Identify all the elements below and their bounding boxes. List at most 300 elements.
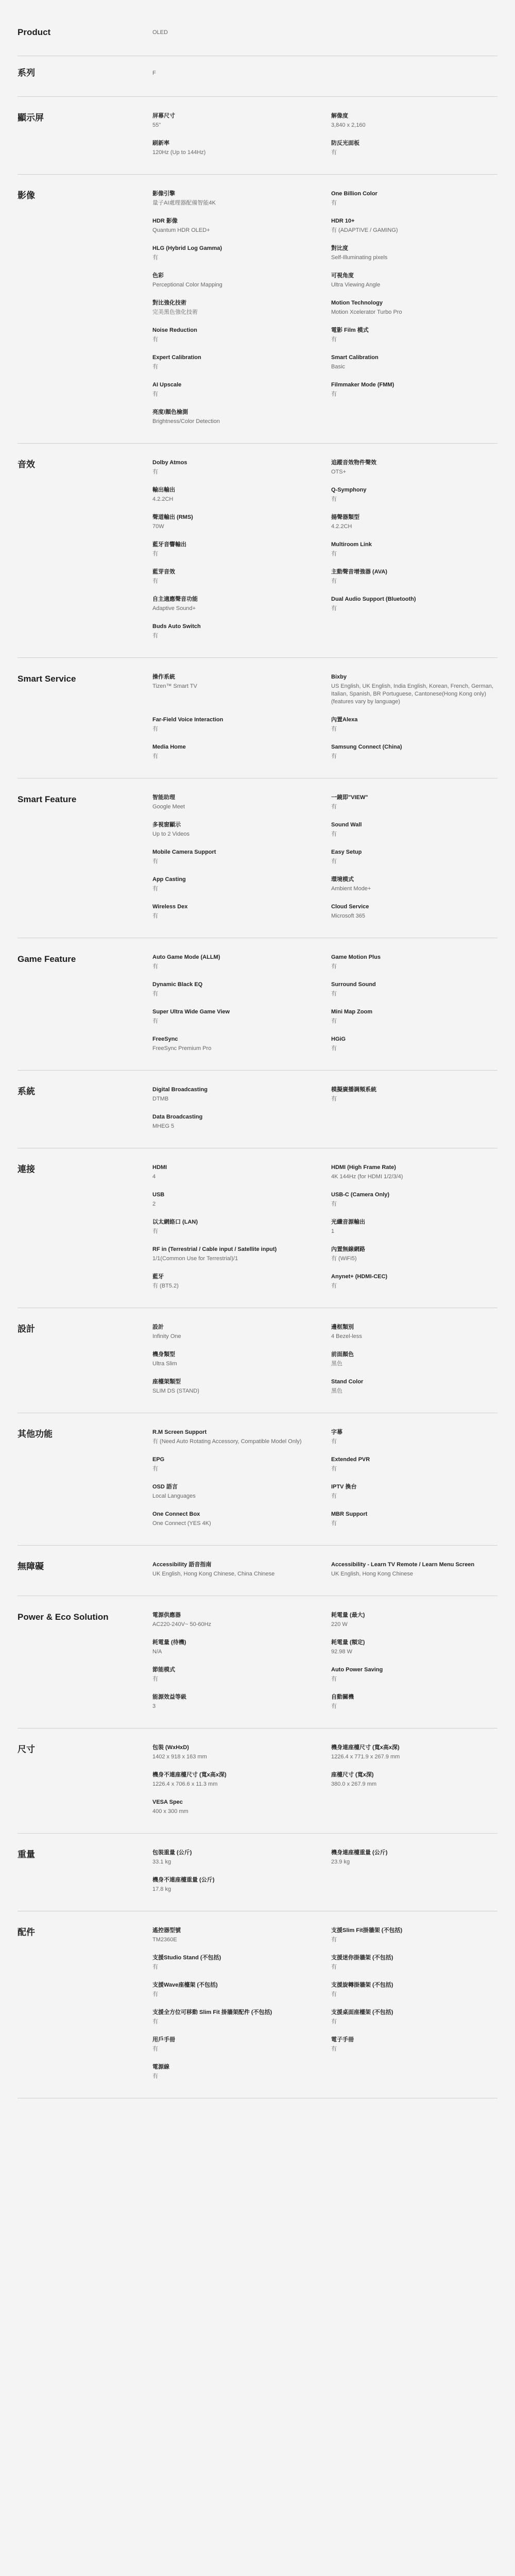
spec-label: 藍牙 <box>152 1274 164 1280</box>
spec-item <box>152 1771 319 1788</box>
spec-item <box>152 514 319 531</box>
spec-value: 有 <box>331 1937 337 1943</box>
spec-label: 機身連座檯尺寸 (寬x高x深) <box>331 1744 400 1751</box>
spec-label: 支援旋轉掛牆架 (不包括) <box>331 1982 393 1988</box>
spec-label: Media Home <box>152 744 186 750</box>
spec-value: 有 (ADAPTIVE / GAMING) <box>331 227 398 233</box>
spec-value: 有 <box>152 913 158 919</box>
spec-value: 有 <box>331 1703 337 1709</box>
spec-value: N/A <box>152 1649 162 1655</box>
spec-item <box>331 217 497 234</box>
spec-label: HLG (Hybrid Log Gamma) <box>152 245 222 251</box>
spec-item <box>152 1927 319 1944</box>
spec-value: 380.0 x 267.9 mm <box>331 1781 377 1787</box>
spec-label: Accessibility 語音指南 <box>152 1562 212 1568</box>
spec-value: 有 <box>331 578 337 584</box>
spec-value: 23.9 kg <box>331 1859 350 1865</box>
spec-item <box>331 541 497 558</box>
spec-value: Ambient Mode+ <box>331 886 371 892</box>
spec-label: 電子手冊 <box>331 2037 354 2043</box>
spec-value: TM2360E <box>152 1937 177 1943</box>
spec-item <box>152 112 319 129</box>
spec-value: 4.2.2CH <box>331 523 352 530</box>
spec-item <box>331 821 497 838</box>
spec-item <box>331 1378 497 1395</box>
spec-value: UK English, Hong Kong Chinese <box>331 1571 413 1577</box>
spec-label: 支援Wave座檯架 (不包括) <box>152 1982 218 1988</box>
series-value: F <box>152 70 156 76</box>
spec-value: 有 <box>331 2019 337 2025</box>
spec-value: 4 <box>152 1174 156 1180</box>
spec-label: 揚聲器類型 <box>331 514 359 520</box>
spec-label: Mini Map Zoom <box>331 1009 373 1015</box>
spec-item <box>152 2063 319 2080</box>
spec-label: MBR Support <box>331 1511 368 1517</box>
spec-value: OTS+ <box>331 469 347 475</box>
spec-item <box>152 596 319 613</box>
spec-value: 4 Bezel-less <box>331 1333 362 1340</box>
spec-item <box>152 1612 319 1629</box>
spec-value: 120Hz (Up to 144Hz) <box>152 149 206 156</box>
spec-label: 支援迷你掛牆架 (不包括) <box>331 1955 393 1961</box>
spec-item <box>331 354 497 371</box>
spec-item <box>331 981 497 998</box>
spec-label: 藍牙音響輸出 <box>152 541 186 548</box>
spec-value: 有 <box>331 149 337 156</box>
spec-value: 有 <box>152 1466 158 1472</box>
spec-item <box>152 568 319 585</box>
spec-item <box>152 821 319 838</box>
spec-value: 有 <box>152 364 158 370</box>
spec-item <box>152 1246 319 1263</box>
spec-item <box>152 1849 319 1866</box>
spec-label: USB <box>152 1192 165 1198</box>
spec-value: 有 <box>331 831 337 837</box>
spec-item <box>152 2036 319 2053</box>
spec-item <box>152 1744 319 1761</box>
product-title: Product <box>18 27 51 37</box>
spec-label: HDMI <box>152 1164 167 1171</box>
spec-value: 有 <box>152 1676 158 1682</box>
spec-item <box>331 596 497 613</box>
section-title: 顯示屏 <box>18 113 44 123</box>
spec-label: 亮度/顏色檢測 <box>152 409 188 415</box>
spec-sections <box>18 97 497 2098</box>
section-title: 尺寸 <box>18 1744 35 1754</box>
spec-item <box>331 1191 497 1208</box>
spec-item <box>152 381 319 398</box>
spec-label: 智能助理 <box>152 794 175 801</box>
spec-section <box>18 1911 497 2098</box>
spec-value: Local Languages <box>152 1493 196 1499</box>
spec-item <box>152 1693 319 1710</box>
spec-item <box>152 1008 319 1025</box>
spec-label: Dynamic Black EQ <box>152 981 203 988</box>
spec-label: HGiG <box>331 1036 346 1042</box>
spec-value: 有 <box>152 1228 158 1234</box>
spec-label: Smart Calibration <box>331 354 379 361</box>
spec-item <box>331 954 497 971</box>
spec-label: 對比度 <box>331 245 348 251</box>
spec-value: 有 <box>152 886 158 892</box>
spec-item <box>152 1639 319 1656</box>
spec-item <box>152 1113 319 1130</box>
spec-value: 有 <box>152 753 158 759</box>
spec-label: 包裝 (WxHxD) <box>152 1744 189 1751</box>
spec-section <box>18 1148 497 1308</box>
spec-value: 92.98 W <box>331 1649 352 1655</box>
section-title: 其他功能 <box>18 1429 53 1439</box>
spec-value: MHEG 5 <box>152 1123 175 1129</box>
spec-label: RF in (Terrestrial / Cable input / Satellite input) <box>152 1246 277 1252</box>
spec-item <box>152 299 319 316</box>
section-title: Game Feature <box>18 954 76 964</box>
spec-item <box>152 2009 319 2026</box>
spec-value: Motion Xcelerator Turbo Pro <box>331 309 402 315</box>
spec-value: 有 <box>152 551 158 557</box>
spec-value: 有 <box>152 336 158 343</box>
spec-label: 屏幕尺寸 <box>152 113 175 119</box>
spec-item <box>152 743 319 760</box>
section-title: Power & Eco Solution <box>18 1612 109 1622</box>
spec-label: EPG <box>152 1456 165 1463</box>
spec-label: 追蹤音效物件聲效 <box>331 460 376 466</box>
spec-label: One Connect Box <box>152 1511 200 1517</box>
spec-label: 以太網絡口 (LAN) <box>152 1219 198 1225</box>
spec-value: 黑色 <box>331 1388 342 1394</box>
spec-item <box>331 486 497 503</box>
spec-value: 有 <box>331 991 337 997</box>
spec-label: 解像度 <box>331 113 348 119</box>
spec-item <box>331 1008 497 1025</box>
spec-value: Tizen™ Smart TV <box>152 683 197 689</box>
spec-item <box>331 903 497 920</box>
spec-label: Game Motion Plus <box>331 954 381 960</box>
spec-item <box>331 1324 497 1341</box>
spec-value: 有 (BT5.2) <box>152 1283 179 1289</box>
spec-value: 有 <box>152 858 158 865</box>
spec-item <box>152 1273 319 1290</box>
spec-label: 支援Studio Stand (不包括) <box>152 1955 221 1961</box>
spec-item <box>331 1164 497 1181</box>
spec-section <box>18 778 497 938</box>
spec-item <box>152 541 319 558</box>
spec-value: 有 <box>331 1520 337 1527</box>
spec-item <box>152 1164 319 1181</box>
spec-label: 模擬廣播調頻系統 <box>331 1087 376 1093</box>
spec-item <box>331 1981 497 1998</box>
spec-value: Perceptional Color Mapping <box>152 282 222 288</box>
spec-item <box>152 1429 319 1446</box>
spec-grid <box>152 673 497 760</box>
spec-grid <box>152 794 497 920</box>
spec-value: 1226.4 x 771.9 x 267.9 mm <box>331 1754 400 1760</box>
spec-value: Self-Illuminating pixels <box>331 255 388 261</box>
spec-value: 有 <box>152 578 158 584</box>
section-title: Smart Feature <box>18 794 77 804</box>
spec-value: 55" <box>152 122 161 128</box>
spec-item <box>152 272 319 289</box>
spec-item <box>152 1511 319 1528</box>
spec-grid <box>152 1927 497 2080</box>
spec-section <box>18 658 497 778</box>
spec-item <box>152 1981 319 1998</box>
spec-item <box>331 459 497 476</box>
spec-grid <box>152 459 497 640</box>
spec-item <box>331 272 497 289</box>
spec-value: 有 <box>331 726 337 732</box>
spec-label: Multiroom Link <box>331 541 372 548</box>
spec-value: 有 <box>331 1676 337 1682</box>
spec-item <box>152 1378 319 1395</box>
spec-label: Noise Reduction <box>152 327 197 333</box>
spec-label: 節能模式 <box>152 1667 175 1673</box>
spec-grid <box>152 1744 497 1816</box>
spec-item <box>331 381 497 398</box>
spec-value: 有 <box>331 858 337 865</box>
spec-grid <box>152 1612 497 1710</box>
spec-label: Surround Sound <box>331 981 376 988</box>
spec-item <box>152 1086 319 1103</box>
spec-value: DTMB <box>152 1096 169 1102</box>
spec-label: Filmmaker Mode (FMM) <box>331 382 394 388</box>
spec-item <box>331 190 497 207</box>
spec-label: R.M Screen Support <box>152 1429 207 1435</box>
spec-label: 主動聲音增強器 (AVA) <box>331 569 387 575</box>
spec-grid <box>152 954 497 1053</box>
spec-item <box>152 849 319 866</box>
spec-grid <box>152 1849 497 1893</box>
spec-value: Infinity One <box>152 1333 181 1340</box>
spec-value: 有 <box>152 391 158 397</box>
spec-item <box>331 1612 497 1629</box>
spec-value: Brightness/Color Detection <box>152 418 220 425</box>
spec-item <box>331 1456 497 1473</box>
spec-value: 有 (WiFi5) <box>331 1256 357 1262</box>
spec-item <box>331 743 497 760</box>
spec-value: 3,840 x 2,160 <box>331 122 366 128</box>
spec-value: 1402 x 918 x 163 mm <box>152 1754 207 1760</box>
spec-value: 有 <box>331 1018 337 1024</box>
spec-label: HDR 影像 <box>152 218 178 224</box>
spec-item <box>331 1561 497 1578</box>
spec-item <box>331 716 497 733</box>
spec-item <box>152 981 319 998</box>
spec-label: 色彩 <box>152 273 164 279</box>
spec-label: 前面顏色 <box>331 1351 354 1358</box>
spec-item <box>331 1218 497 1235</box>
spec-item <box>331 1927 497 1944</box>
spec-label: 支援全方位可移動 Slim Fit 掛牆架配件 (不包括) <box>152 2009 272 2015</box>
spec-grid <box>152 190 497 426</box>
spec-value: Basic <box>331 364 345 370</box>
spec-value: 有 <box>331 496 337 502</box>
spec-value: 33.1 kg <box>152 1859 171 1865</box>
spec-item <box>331 1351 497 1368</box>
spec-label: 對比強化技術 <box>152 300 186 306</box>
spec-value: UK English, Hong Kong Chinese, China Chinese <box>152 1571 275 1577</box>
spec-label: 耗電量 (額定) <box>331 1639 365 1646</box>
spec-item <box>331 2009 497 2026</box>
spec-value: 有 <box>152 1964 158 1970</box>
spec-label: 環境模式 <box>331 876 354 883</box>
spec-label: Accessibility - Learn TV Remote / Learn Menu Screen <box>331 1562 475 1568</box>
spec-value: Quantum HDR OLED+ <box>152 227 210 233</box>
spec-value: 有 <box>331 200 337 206</box>
spec-value: FreeSync Premium Pro <box>152 1045 212 1052</box>
spec-label: AI Upscale <box>152 382 182 388</box>
spec-value: 有 <box>331 605 337 612</box>
spec-label: 內置無線網路 <box>331 1246 365 1252</box>
spec-item <box>331 1036 497 1053</box>
spec-label: Dolby Atmos <box>152 460 187 466</box>
spec-value: 2 <box>152 1201 156 1207</box>
spec-value: 有 <box>152 255 158 261</box>
spec-label: 電源供應器 <box>152 1612 181 1618</box>
spec-label: Auto Game Mode (ALLM) <box>152 954 220 960</box>
spec-item <box>152 673 319 706</box>
spec-item <box>331 1849 497 1866</box>
spec-label: 操作系統 <box>152 674 175 680</box>
spec-item <box>152 1191 319 1208</box>
spec-section <box>18 1546 497 1596</box>
spec-item <box>331 245 497 262</box>
spec-label: 電影 Film 模式 <box>331 327 369 333</box>
spec-label: Data Broadcasting <box>152 1114 203 1120</box>
spec-value: 有 <box>331 963 337 970</box>
spec-label: 機身不連座檯尺寸 (寬x高x深) <box>152 1772 227 1778</box>
spec-label: Bixby <box>331 674 347 680</box>
spec-value: 有 <box>331 1991 337 1997</box>
spec-value: 有 <box>331 1493 337 1499</box>
spec-item <box>331 673 497 706</box>
product-value: OLED <box>152 29 168 36</box>
section-title: 重量 <box>18 1850 35 1859</box>
spec-item <box>331 794 497 811</box>
spec-item <box>152 1561 319 1578</box>
spec-value: 1/1(Common Use for Terrestrial)/1 <box>152 1256 238 1262</box>
section-title: 設計 <box>18 1324 35 1334</box>
spec-label: Wireless Dex <box>152 904 188 910</box>
section-title: 連接 <box>18 1164 35 1174</box>
spec-label: 藍芽音效 <box>152 569 175 575</box>
spec-label: 聲道輸出 (RMS) <box>152 514 193 520</box>
spec-label: VESA Spec <box>152 1799 183 1805</box>
spec-section <box>18 1596 497 1728</box>
spec-value: 4K 144Hz (for HDMI 1/2/3/4) <box>331 1174 403 1180</box>
spec-label: Samsung Connect (China) <box>331 744 402 750</box>
spec-label: 內置Alexa <box>331 717 358 723</box>
spec-label: 光纖音源輸出 <box>331 1219 365 1225</box>
spec-section <box>18 97 497 175</box>
spec-item <box>152 903 319 920</box>
spec-label: 邊框類別 <box>331 1324 354 1330</box>
spec-item <box>331 327 497 344</box>
spec-value: 有 <box>331 753 337 759</box>
spec-label: 機身類型 <box>152 1351 175 1358</box>
spec-item <box>152 876 319 893</box>
spec-value: 有 <box>152 963 158 970</box>
section-title: Smart Service <box>18 674 76 684</box>
spec-label: Buds Auto Switch <box>152 623 201 630</box>
spec-value: 有 <box>331 1096 337 1102</box>
spec-label: 支援桌面座檯架 (不包括) <box>331 2009 393 2015</box>
spec-value: 3 <box>152 1703 156 1709</box>
spec-label: 防反光面板 <box>331 140 359 146</box>
spec-label: 機身連座檯重量 (公斤) <box>331 1850 388 1856</box>
spec-item <box>152 716 319 733</box>
spec-item <box>152 1218 319 1235</box>
spec-value: 有 (Need Auto Rotating Accessory, Compatible Model Only) <box>152 1438 302 1445</box>
spec-value: 有 <box>152 633 158 639</box>
spec-value: 完美黑色強化技術 <box>152 309 198 315</box>
spec-item <box>331 1954 497 1971</box>
spec-label: 耗電量 (待機) <box>152 1639 186 1646</box>
spec-item <box>152 245 319 262</box>
spec-label: 可視角度 <box>331 273 354 279</box>
spec-value: 有 <box>152 2046 158 2052</box>
spec-item <box>152 794 319 811</box>
spec-item <box>152 954 319 971</box>
spec-label: 自主適應聲音功能 <box>152 596 198 602</box>
spec-label: Easy Setup <box>331 849 362 855</box>
spec-item <box>331 140 497 157</box>
spec-value: Up to 2 Videos <box>152 831 190 837</box>
spec-value: Microsoft 365 <box>331 913 366 919</box>
spec-section <box>18 1728 497 1834</box>
spec-label: 支援Slim Fit掛牆架 (不包括) <box>331 1927 403 1934</box>
spec-section <box>18 1413 497 1546</box>
spec-label: Sound Wall <box>331 822 362 828</box>
spec-item <box>331 1086 497 1103</box>
spec-label: 遙控器型號 <box>152 1927 181 1934</box>
spec-value: 有 <box>331 1438 337 1445</box>
product-row <box>18 15 497 56</box>
spec-item <box>331 514 497 531</box>
spec-label: Digital Broadcasting <box>152 1087 208 1093</box>
spec-label: 用戶手冊 <box>152 2037 175 2043</box>
spec-section <box>18 175 497 444</box>
spec-item <box>152 409 319 426</box>
spec-value: 有 <box>152 2073 158 2079</box>
spec-value: 有 <box>152 991 158 997</box>
spec-item <box>331 849 497 866</box>
spec-value: 有 <box>331 1964 337 1970</box>
spec-item <box>152 623 319 640</box>
spec-section <box>18 1071 497 1148</box>
spec-item <box>331 1666 497 1683</box>
spec-value: 有 <box>331 551 337 557</box>
spec-label: 機身不連座檯重量 (公斤) <box>152 1877 215 1883</box>
spec-item <box>152 1456 319 1473</box>
spec-grid <box>152 1324 497 1395</box>
spec-value: 有 <box>152 1018 158 1024</box>
spec-label: IPTV 換台 <box>331 1484 357 1490</box>
spec-label: 耗電量 (最大) <box>331 1612 365 1618</box>
spec-label: One Billion Color <box>331 191 377 197</box>
spec-item <box>331 876 497 893</box>
spec-label: FreeSync <box>152 1036 178 1042</box>
spec-label: 多視窗顯示 <box>152 822 181 828</box>
spec-item <box>331 112 497 129</box>
spec-label: 字幕 <box>331 1429 342 1435</box>
spec-item <box>152 1351 319 1368</box>
spec-label: Dual Audio Support (Bluetooth) <box>331 596 416 602</box>
spec-label: Cloud Service <box>331 904 369 910</box>
spec-label: Extended PVR <box>331 1456 370 1463</box>
spec-label: 包裝重量 (公斤) <box>152 1850 192 1856</box>
series-row <box>18 56 497 97</box>
